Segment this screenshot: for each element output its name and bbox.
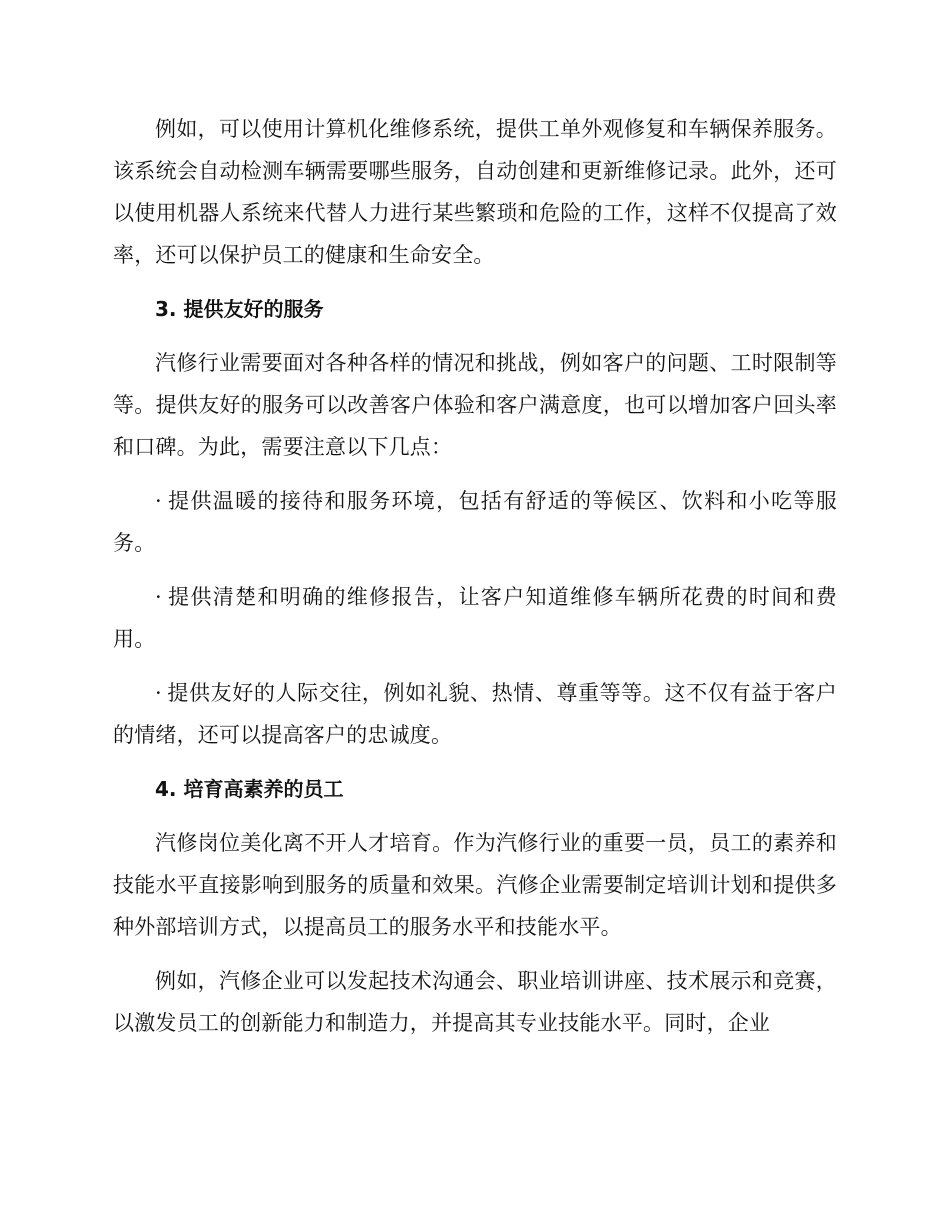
bullet-marker: ·: [155, 585, 162, 609]
paragraph-friendly-service: 汽修行业需要面对各种各样的情况和挑战，例如客户的问题、工时限制等等。提供友好的服务可以改善客户体验和客户满意度，也可以增加客户回头率和口碑。为此，需要注意以下几点：: [113, 351, 837, 459]
paragraph-example-system: 例如，可以使用计算机化维修系统，提供工单外观修复和车辆保养服务。该系统会自动检测车辆需要哪些服务，自动创建和更新维修记录。此外，还可以使用机器人系统来代替人力进行某些繁琐和危险的工作，这样不仅提高了效率，还可以保护员工的健康和生命安全。: [113, 117, 837, 267]
bullet-text: 提供清楚和明确的维修报告，让客户知道维修车辆所花费的时间和费用。: [113, 585, 837, 651]
document-body: [113, 108, 837, 1056]
bullet-marker: ·: [155, 489, 162, 513]
section-heading-friendly-service: 3. 提供友好的服务: [155, 297, 324, 321]
bullet-text: 提供友好的人际交往，例如礼貌、热情、尊重等等。这不仅有益于客户的情绪，还可以提高客户的忠诚度。: [113, 681, 837, 747]
bullet-marker: ·: [155, 681, 162, 705]
bullet-item-interaction: [113, 672, 837, 756]
bullet-text: 提供温暖的接待和服务环境，包括有舒适的等候区、饮料和小吃等服务。: [113, 489, 837, 555]
bullet-item-report: [113, 576, 837, 660]
section-heading-staff: 4. 培育高素养的员工: [155, 777, 344, 801]
bullet-item-reception: [113, 480, 837, 564]
paragraph-example-activities: 例如，汽修企业可以发起技术沟通会、职业培训讲座、技术展示和竞赛，以激发员工的创新能力和制造力，并提高其专业技能水平。同时，企业: [113, 969, 837, 1035]
paragraph-staff-training: 汽修岗位美化离不开人才培育。作为汽修行业的重要一员，员工的素养和技能水平直接影响到服务的质量和效果。汽修企业需要制定培训计划和提供多种外部培训方式，以提高员工的服务水平和技能水平。: [113, 831, 837, 939]
